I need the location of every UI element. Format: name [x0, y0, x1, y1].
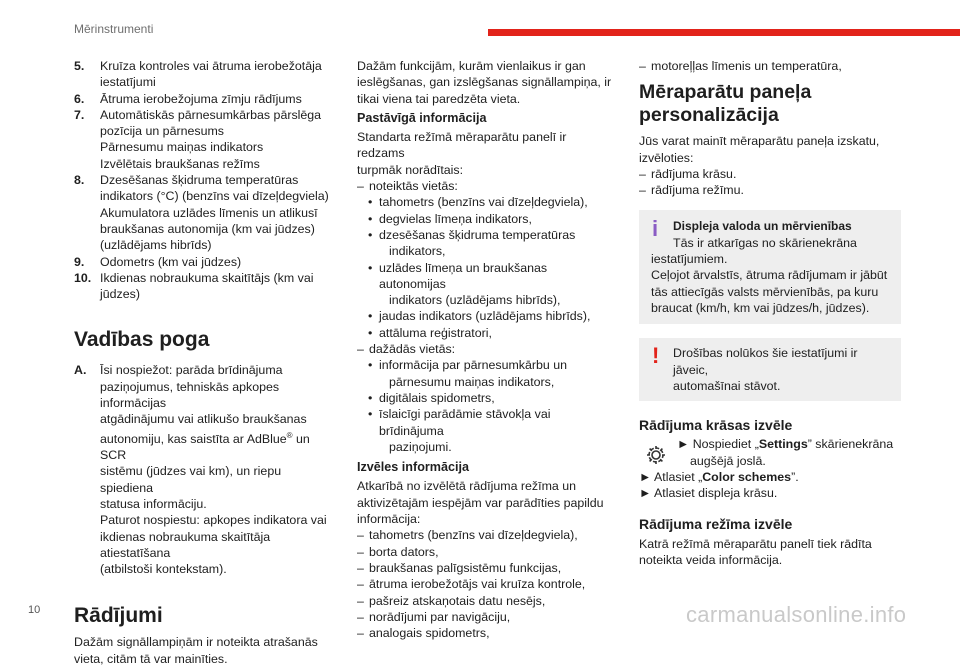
text-line: izvēloties:: [639, 150, 694, 165]
text-line: indikators (uzlādējams hibrīds),: [389, 293, 561, 308]
text-line: iestatījumiem.: [651, 252, 728, 267]
settings-icon: [639, 440, 673, 470]
item-text: Ikdienas nobraukuma skaitītājs (km vai: [100, 270, 314, 285]
item-text: pozīcija un pārnesums: [100, 124, 224, 139]
dash-list: [357, 527, 615, 641]
item-text: Ātruma ierobežojuma zīmju rādījums: [100, 91, 302, 106]
section-title-radijumi: Rādījumi: [74, 604, 163, 628]
paragraph: [357, 478, 615, 527]
item-text: (uzlādējams hibrīds): [100, 238, 212, 253]
text-line: Dažām signāllampiņām ir noteikta atrašanās: [74, 635, 318, 650]
paragraph: [639, 536, 901, 569]
item-text: Paturot nospiestu: apkopes indikatora vai: [100, 513, 327, 528]
bullet-item: [357, 227, 615, 260]
step-3: ► Atlasiet displeja krāsu.: [639, 486, 778, 501]
bullet-list: [357, 357, 615, 455]
text-line: indikators,: [389, 244, 446, 259]
item-text: Kruīza kontroles vai ātruma ierobežotāja: [100, 59, 322, 73]
dash-item: – braukšanas palīgsistēmu funkcijas,: [357, 560, 615, 576]
text-line: turpmāk norādītais:: [357, 162, 464, 177]
section-title-vadibas-poga: Vadības poga: [74, 328, 210, 352]
warning-icon: !: [652, 343, 660, 369]
item-number: 7.: [74, 107, 85, 122]
paragraph: [357, 129, 615, 178]
item-text: Akumulatora uzlādes līmenis un atlikusī: [100, 205, 318, 220]
dash-item: – motoreļļas līmenis un temperatūra,: [639, 58, 901, 74]
registered-mark: ®: [286, 430, 293, 440]
step-2: [639, 469, 901, 485]
item-text: ikdienas nobraukuma skaitītāja atiestatīšana: [100, 529, 271, 560]
list-item: [74, 91, 336, 107]
text-line: tikai viena tai paredzēta vieta.: [357, 91, 521, 106]
item-text: indikators (°C) (benzīns vai dīzeļdegviela): [100, 189, 329, 204]
item-number: 10.: [74, 270, 92, 285]
text-line: Tās ir atkarīgas no skārienekrāna: [673, 235, 857, 250]
text-line: Ceļojot ārvalstīs, ātruma rādījumam ir jābūt: [651, 268, 888, 283]
title-line: personalizācija: [639, 104, 779, 127]
item-text: iestatījumi: [100, 75, 156, 90]
item-text: sistēmu (jūdzes vai km), un riepu spiediena: [100, 464, 282, 495]
subsection-title-izveles: Izvēles informācija: [357, 460, 469, 475]
subsection-title-rezima: Rādījuma režīma izvēle: [639, 515, 793, 532]
text-fragment: ” skārienekrāna: [807, 437, 894, 452]
section-title-personalizacija: [639, 81, 901, 127]
step-1: [677, 436, 901, 452]
text-fragment: ► Atlasiet „: [639, 470, 703, 485]
page-header-title: Mērinstrumenti: [74, 22, 154, 36]
dash-item: – ātruma ierobežotājs vai kruīza kontrole,: [357, 576, 615, 592]
text-line: noteikta veida informācija.: [639, 553, 783, 568]
text-line: • attāluma reģistratori,: [379, 325, 492, 340]
page-number: 10: [28, 604, 41, 616]
item-text: jūdzes): [100, 287, 140, 302]
item-text: braukšanas autonomija (km vai jūdzes): [100, 221, 315, 236]
text-line: Katrā režīmā mēraparātu panelī tiek rādīta: [639, 536, 872, 551]
item-number: 6.: [74, 91, 85, 106]
text-line: paziņojumi.: [389, 439, 452, 454]
column-right: [639, 58, 901, 569]
item-text: Odometrs (km vai jūdzes): [100, 254, 242, 269]
info-box-title: Displeja valoda un mērvienības: [673, 219, 852, 234]
dash-item: – norādījumi par navigāciju,: [357, 609, 615, 625]
dash-item: – rādījuma režīmu.: [639, 182, 901, 198]
bullet-item: [357, 194, 615, 210]
info-box: [639, 210, 901, 324]
list-item: [74, 172, 336, 253]
text-line: • dzesēšanas šķidruma temperatūras: [379, 227, 576, 242]
item-number: A.: [74, 363, 87, 378]
text-fragment: ► Nospiediet „: [677, 437, 759, 452]
warning-box: [639, 338, 901, 401]
title-line: Mēraparātu paneļa: [639, 81, 812, 104]
item-number: 9.: [74, 254, 85, 269]
settings-label: Settings: [758, 437, 808, 452]
text-line: • informācija par pārnesumkārbu un: [379, 358, 568, 373]
text-line: • uzlādes līmeņa un braukšanas autonomijas: [379, 260, 548, 291]
subsection-title-krasas: Rādījuma krāsas izvēle: [639, 417, 793, 434]
bullet-item: [357, 260, 615, 309]
text-line: • jaudas indikators (uzlādējams hibrīds),: [379, 309, 591, 324]
text-line: tās attiecīgās valsts mērvienībās, pa kuru: [651, 284, 879, 299]
text-line: braucat (km/h, km vai jūdzes/h, jūdzes).: [651, 300, 870, 315]
subsection-title-pastaviga: Pastāvīgā informācija: [357, 110, 487, 125]
text-fragment: un SCR: [100, 431, 310, 463]
item-text: [100, 428, 336, 464]
list-item: [74, 107, 336, 172]
dash-item: – pašreiz atskaņotais datu nesējs,: [357, 593, 615, 609]
paragraph: [74, 634, 336, 667]
item-text: (atbilstoši kontekstam).: [100, 562, 227, 577]
info-icon: i: [652, 216, 659, 242]
item-text: Īsi nospiežot: parāda brīdinājuma: [100, 363, 283, 378]
list-item: [74, 270, 336, 303]
text-line: pārnesumu maiņas indikators,: [389, 374, 555, 389]
dash-item: – borta dators,: [357, 544, 615, 560]
text-line: vieta, citām tā var mainīties.: [74, 651, 228, 666]
dash-item: – analogais spidometrs,: [357, 625, 615, 641]
list-item: [74, 254, 336, 270]
item-number: 5.: [74, 59, 85, 73]
step-block: [639, 436, 901, 469]
bullet-item: [357, 390, 615, 406]
text-line: Drošības nolūkos šie iestatījumi ir jāveic,: [673, 346, 858, 377]
text-fragment: ”.: [791, 470, 799, 485]
dash-item: – rādījuma krāsu.: [639, 166, 901, 182]
text-line: automašīnai stāvot.: [673, 378, 781, 393]
text-fragment: autonomiju, kas saistīta ar AdBlue: [100, 431, 287, 446]
item-number: 8.: [74, 173, 85, 188]
text-line: aktivizētajām iespējām var parādīties papildu: [357, 495, 604, 510]
watermark: carmanualsonline.info: [686, 602, 907, 627]
paragraph: [639, 133, 901, 166]
bullet-list: [357, 194, 615, 341]
column-middle: [357, 58, 615, 641]
list-item: [74, 58, 336, 91]
color-schemes-label: Color schemes: [702, 470, 792, 485]
header-accent-bar: [488, 29, 960, 36]
bullet-item: [357, 211, 615, 227]
column-left: [74, 58, 336, 667]
item-text: Dzesēšanas šķidruma temperatūras: [100, 173, 299, 188]
item-text: atgādinājumu vai atlikušo braukšanas: [100, 412, 307, 427]
text-line: • degvielas līmeņa indikators,: [379, 211, 532, 226]
bullet-item: [357, 357, 615, 390]
text-line: augšējā joslā.: [690, 453, 766, 468]
text-line: • digitālais spidometrs,: [379, 390, 495, 405]
text-line: ieslēgšanas, gan izslēgšanas signāllampiņa, ir: [357, 75, 612, 90]
bullet-item: [357, 325, 615, 341]
item-text: paziņojumus, tehniskās apkopes informācijas: [100, 379, 280, 411]
bullet-item: [357, 406, 615, 455]
list-item: [74, 362, 336, 577]
dash-item: – dažādās vietās:: [357, 341, 615, 357]
text-line: • īslaicīgi parādāmie stāvokļa vai brīdinājuma: [379, 407, 551, 438]
text-line: Standarta režīmā mēraparātu panelī ir redzams: [357, 130, 567, 161]
text-line: • tahometrs (benzīns vai dīzeļdegviela),: [379, 195, 588, 210]
item-text: statusa informāciju.: [100, 496, 207, 511]
item-text: Izvēlētais braukšanas režīms: [100, 156, 260, 171]
dash-item: – tahometrs (benzīns vai dīzeļdegviela),: [357, 527, 615, 543]
item-text: Pārnesumu maiņas indikators: [100, 140, 264, 155]
item-text: Automātiskās pārnesumkārbas pārslēga: [100, 107, 322, 122]
text-line: informācija:: [357, 512, 421, 527]
paragraph: [357, 58, 615, 107]
text-line: Atkarībā no izvēlētā rādījuma režīma un: [357, 479, 577, 494]
dash-item: – noteiktās vietās:: [357, 178, 615, 194]
numbered-list: [74, 58, 336, 302]
text-line: Dažām funkcijām, kurām vienlaikus ir gan: [357, 59, 586, 73]
text-line: Jūs varat mainīt mēraparātu paneļa izskatu,: [639, 134, 880, 149]
bullet-item: [357, 308, 615, 324]
